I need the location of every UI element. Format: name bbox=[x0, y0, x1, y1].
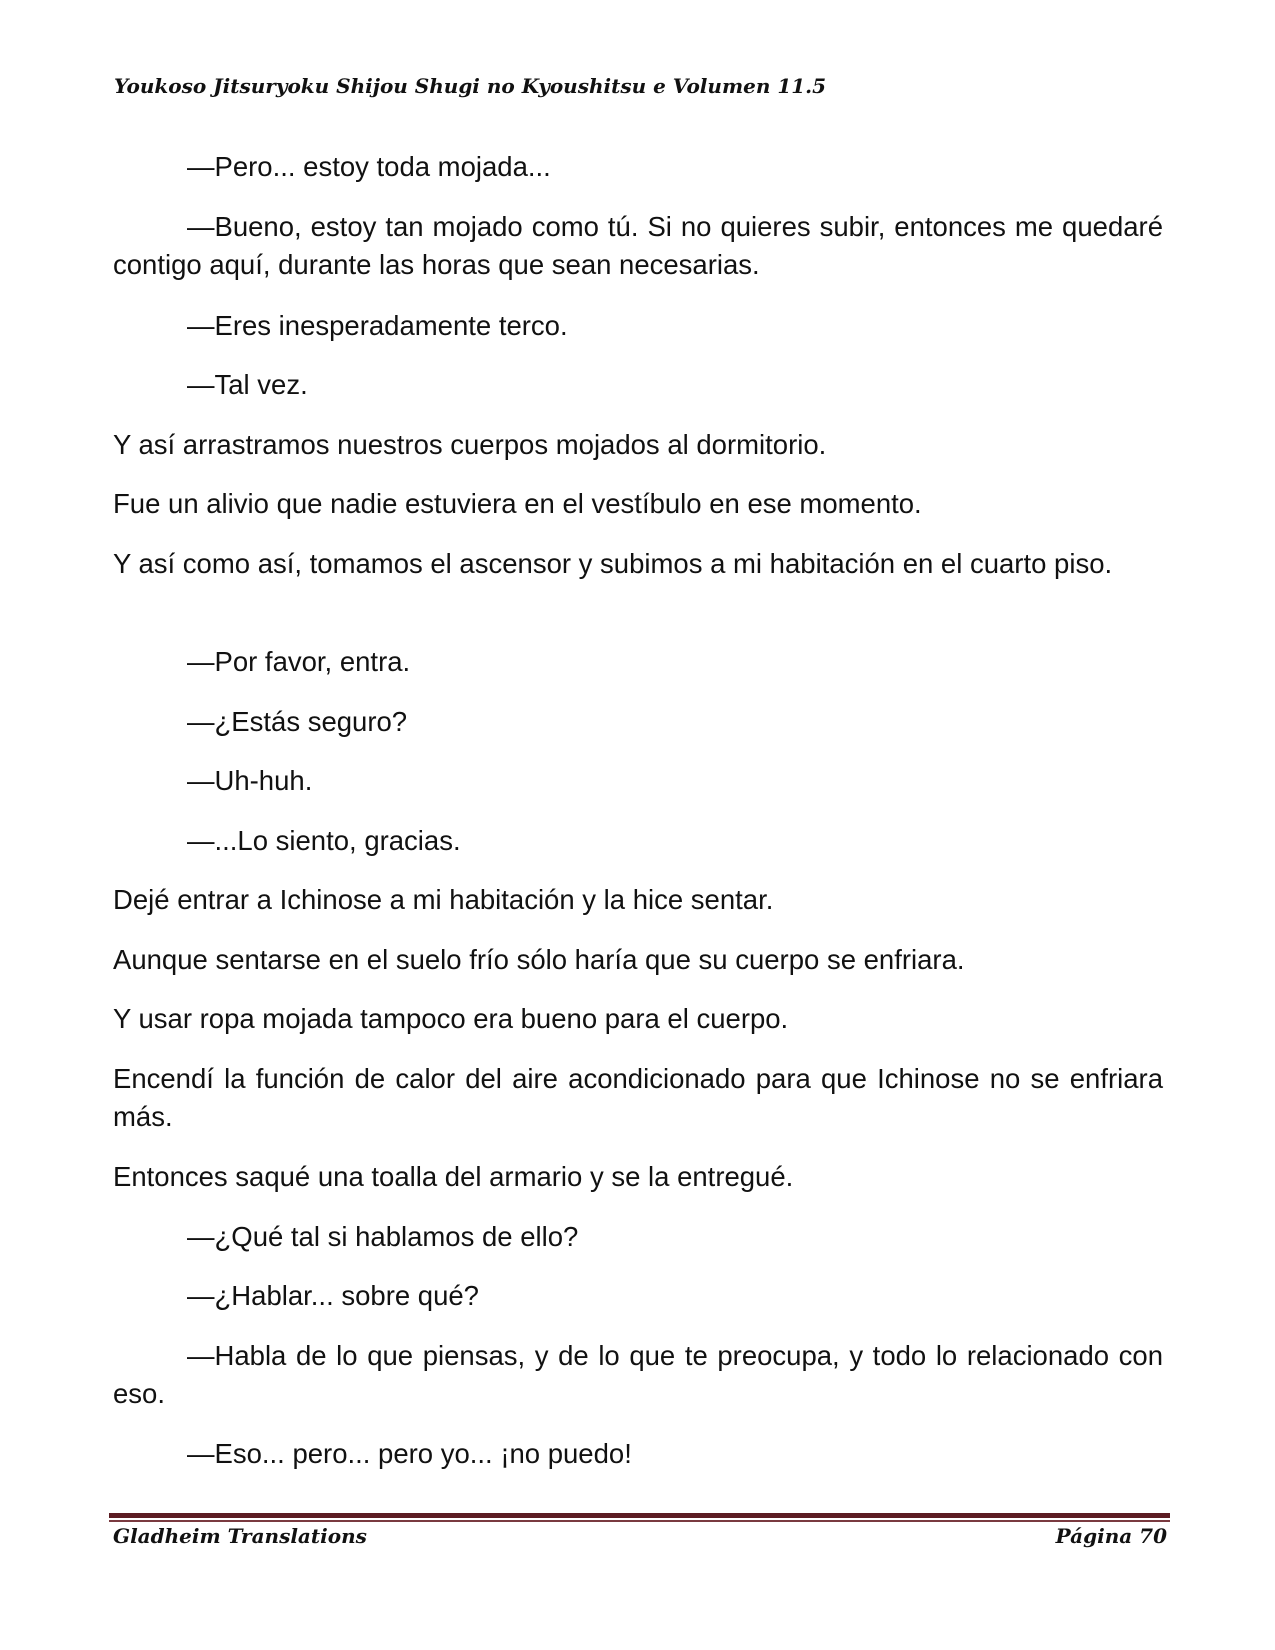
paragraph: —Uh-huh. bbox=[187, 765, 313, 796]
paragraph: Y así como así, tomamos el ascensor y subimos a mi habitación en el cuarto piso. bbox=[113, 548, 1113, 579]
paragraph: Fue un alivio que nadie estuviera en el vestíbulo en ese momento. bbox=[113, 488, 922, 519]
paragraph: —Eso... pero... pero yo... ¡no puedo! bbox=[187, 1438, 632, 1469]
paragraph: —¿Hablar... sobre qué? bbox=[187, 1280, 479, 1311]
paragraph: —Habla de lo que piensas, y de lo que te preocupa, y todo lo relacionado con eso. bbox=[113, 1340, 1163, 1409]
paragraph: —Bueno, estoy tan mojado como tú. Si no quieres subir, entonces me quedaré contigo aquí, durante las horas que sean necesarias. bbox=[113, 211, 1163, 280]
paragraph: —Tal vez. bbox=[187, 369, 308, 400]
paragraph: —¿Qué tal si hablamos de ello? bbox=[187, 1221, 579, 1252]
paragraph: —Eres inesperadamente terco. bbox=[187, 310, 568, 341]
paragraph: Y usar ropa mojada tampoco era bueno para el cuerpo. bbox=[113, 1003, 789, 1034]
paragraph: —Pero... estoy toda mojada... bbox=[187, 151, 551, 182]
paragraph: Entonces saqué una toalla del armario y se la entregué. bbox=[113, 1161, 794, 1192]
footer-rule-thin bbox=[109, 1520, 1170, 1522]
footer-translator: Gladheim Translations bbox=[113, 1524, 367, 1548]
paragraph: Dejé entrar a Ichinose a mi habitación y la hice sentar. bbox=[113, 884, 774, 915]
footer-rule bbox=[109, 1513, 1170, 1518]
paragraph: —...Lo siento, gracias. bbox=[187, 825, 461, 856]
paragraph: —¿Estás seguro? bbox=[187, 706, 408, 737]
paragraph: Aunque sentarse en el suelo frío sólo haría que su cuerpo se enfriara. bbox=[113, 944, 965, 975]
footer-page-number: Página 70 bbox=[1055, 1524, 1167, 1548]
paragraph: —Por favor, entra. bbox=[187, 646, 411, 677]
page-header-title: Youkoso Jitsuryoku Shijou Shugi no Kyoushitsu e Volumen 11.5 bbox=[114, 74, 827, 98]
paragraph: Y así arrastramos nuestros cuerpos mojados al dormitorio. bbox=[113, 429, 827, 460]
paragraph: Encendí la función de calor del aire acondicionado para que Ichinose no se enfriara más. bbox=[113, 1063, 1163, 1132]
